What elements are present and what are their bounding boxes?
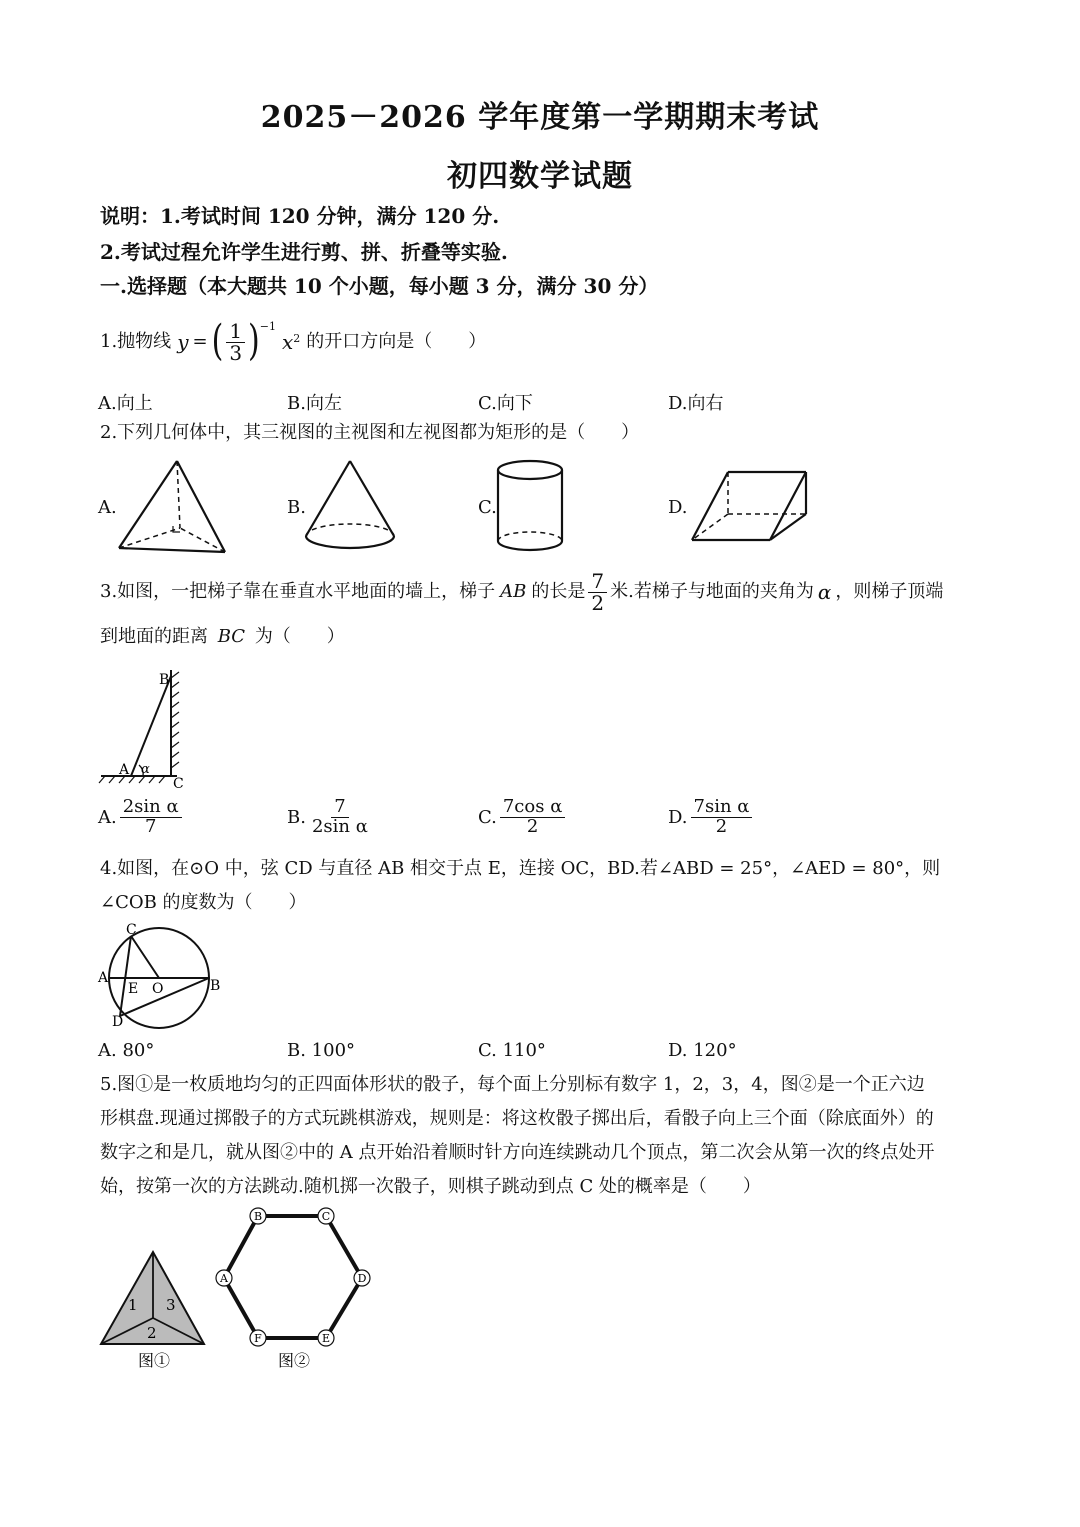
q3-option-b-num: 7 xyxy=(331,798,348,818)
question-5-line-1: 5.图①是一枚质地均匀的正四面体形状的骰子，每个面上分别标有数字 1，2，3，4，图②是一个正六边 xyxy=(100,1074,925,1095)
prism-figure xyxy=(688,466,813,551)
question-4-line-1: 4.如图，在⊙O 中，弦 CD 与直径 AB 相交于点 E，连接 OC，BD.若∠ABD = 25°，∠AED = 80°，则 xyxy=(100,858,941,879)
q2-label-a: A. xyxy=(98,497,117,518)
q2-label-c: C. xyxy=(478,497,497,518)
cylinder-figure xyxy=(490,456,570,556)
q3-option-d-frac xyxy=(691,798,753,837)
die-number-3: 3 xyxy=(166,1296,176,1314)
q3-option-d-num: 7sin α xyxy=(691,798,753,818)
hex-label-a: A xyxy=(220,1272,228,1285)
q4-option-d: D. 120° xyxy=(668,1040,737,1061)
die-number-2: 2 xyxy=(147,1324,157,1342)
q1-y: y xyxy=(177,330,189,354)
figure-2-caption: 图② xyxy=(278,1351,311,1370)
question-2: 2.下列几何体中，其三视图的主视图和左视图都为矩形的是（ ） xyxy=(100,422,640,443)
q3-option-a-label: A. xyxy=(98,806,117,828)
q3-text-d: ，则梯子顶端 xyxy=(835,581,944,602)
circle-figure xyxy=(96,920,226,1032)
circle-label-o: O xyxy=(152,981,164,997)
exam-subtitle: 初四数学试题 xyxy=(447,159,633,194)
tetrahedron-die-figure xyxy=(96,1246,211,1371)
instructions-line-1: 说明：1.考试时间 120 分钟，满分 120 分. xyxy=(100,204,500,228)
q3-ab: AB xyxy=(500,581,527,602)
q1-option-a: A.向上 xyxy=(98,393,153,414)
q3-option-d-label: D. xyxy=(668,806,688,828)
circle-label-a: A xyxy=(98,970,109,986)
q3-alpha: α xyxy=(817,580,832,604)
q1-option-b: B.向左 xyxy=(287,393,342,414)
q1-option-d: D.向右 xyxy=(668,393,724,414)
q4-option-b: B. 100° xyxy=(287,1040,356,1061)
q1-option-c: C.向下 xyxy=(478,393,533,414)
die-number-1: 1 xyxy=(128,1296,138,1314)
cone-figure xyxy=(300,456,400,556)
q3-option-c-den: 2 xyxy=(526,815,539,837)
q1-fraction xyxy=(226,318,245,365)
q3-fraction xyxy=(588,568,607,615)
q3-option-c-frac xyxy=(500,798,565,837)
q3-option-b-den: 2sin α xyxy=(311,815,368,837)
hex-label-f: F xyxy=(254,1332,262,1345)
q2-label-b: B. xyxy=(287,497,306,518)
q2-label-d: D. xyxy=(668,497,688,518)
question-5-line-3: 数字之和是几，就从图②中的 A 点开始沿着顺时针方向连续跳动几个顶点，第二次会从第一次的终点处开 xyxy=(100,1142,935,1163)
q3-text-e: 到地面的距离 xyxy=(100,626,208,647)
ladder-label-a: A xyxy=(119,762,130,778)
q1-exponent: −1 xyxy=(259,320,276,333)
q1-left-paren: ( xyxy=(211,316,224,366)
circle-label-c: C xyxy=(126,922,137,938)
q4-option-c: C. 110° xyxy=(478,1040,546,1061)
q3-option-a-den: 7 xyxy=(144,815,157,837)
q3-bc: BC xyxy=(217,626,246,647)
question-5-line-4: 始，按第一次的方法跳动.随机掷一次骰子，则棋子跳动到点 C 处的概率是（ ） xyxy=(100,1176,761,1197)
hex-label-c: C xyxy=(321,1210,331,1223)
question-3-line-1 xyxy=(100,566,943,618)
circle-label-d: D xyxy=(112,1014,124,1030)
q3-text-a: 3.如图，一把梯子靠在垂直水平地面的墙上，梯子 xyxy=(100,581,496,602)
q3-option-a-frac xyxy=(120,798,182,837)
ladder-label-b: B xyxy=(159,672,170,688)
figure-1-caption: 图① xyxy=(138,1351,171,1370)
section-heading: 一.选择题（本大题共 10 个小题，每小题 3 分，满分 30 分） xyxy=(100,274,659,298)
circle-label-e: E xyxy=(128,981,139,997)
q3-text-c: 米.若梯子与地面的夹角为 xyxy=(610,581,814,602)
instructions-line-2: 2.考试过程允许学生进行剪、拼、折叠等实验. xyxy=(100,240,508,264)
pyramid-figure xyxy=(112,456,232,556)
hex-label-d: D xyxy=(357,1272,367,1285)
circle-label-b: B xyxy=(210,978,221,994)
q3-text-f: 为（ ） xyxy=(254,626,345,647)
q1-x-exponent: 2 xyxy=(293,332,301,345)
q3-option-d xyxy=(668,798,755,837)
q3-option-a xyxy=(98,798,185,837)
q1-suffix: 的开口方向是（ ） xyxy=(306,331,487,352)
q1-x: x xyxy=(281,330,294,354)
q4-option-a: A. 80° xyxy=(98,1040,155,1061)
ladder-figure xyxy=(95,664,205,794)
hexagon-board-figure xyxy=(210,1202,380,1372)
exam-title: 2025－2026 学年度第一学期期末考试 xyxy=(260,100,820,135)
q1-eq: = xyxy=(192,331,208,352)
q1-frac-den: 3 xyxy=(229,340,243,365)
q3-option-b-frac xyxy=(309,798,371,837)
q1-prefix: 1.抛物线 xyxy=(100,331,172,352)
q3-option-c xyxy=(478,798,568,837)
question-5-line-2: 形棋盘.现通过掷骰子的方式玩跳棋游戏，规则是：将这枚骰子掷出后，看骰子向上三个面（除底面外）的 xyxy=(100,1108,934,1129)
q1-right-paren: ) xyxy=(248,316,260,366)
question-4-line-2: ∠COB 的度数为（ ） xyxy=(100,892,307,913)
q3-frac-num: 7 xyxy=(588,571,607,593)
q3-option-b xyxy=(287,798,374,837)
ladder-label-alpha: α xyxy=(141,762,150,777)
q3-option-c-num: 7cos α xyxy=(500,798,565,818)
question-3-line-2 xyxy=(100,626,345,648)
q3-frac-den: 2 xyxy=(591,590,605,615)
q3-option-b-label: B. xyxy=(287,806,306,828)
ladder-label-c: C xyxy=(173,776,184,792)
q3-text-b: 的长是 xyxy=(531,581,586,602)
q3-option-d-den: 2 xyxy=(715,815,728,837)
q3-option-c-label: C. xyxy=(478,806,497,828)
hex-label-b: B xyxy=(253,1210,263,1223)
question-1 xyxy=(100,314,486,370)
q1-frac-num: 1 xyxy=(226,321,245,343)
q3-option-a-num: 2sin α xyxy=(120,798,182,818)
hex-label-e: E xyxy=(321,1332,331,1345)
